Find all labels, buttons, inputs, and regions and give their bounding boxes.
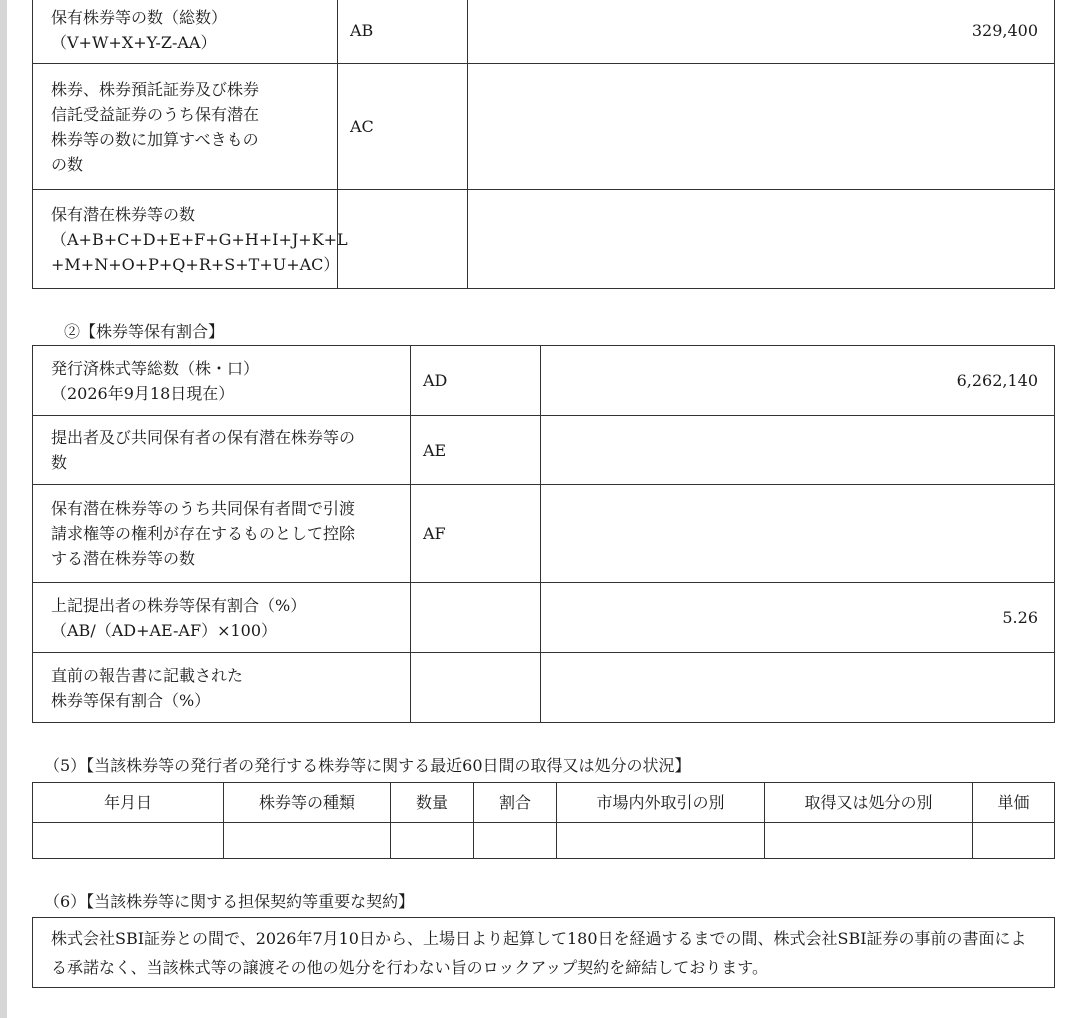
row-label: 保有株券等の数（総数） （V+W+X+Y-Z-AA） [33,0,338,64]
column-header: 市場内外取引の別 [557,783,765,823]
row-label: 発行済株式等総数（株・口） （2026年9月18日現在） [33,346,411,416]
row-value [541,416,1055,485]
contracts-heading: （6）【当該株券等に関する担保契約等重要な契約】 [44,892,415,911]
row-code [411,653,541,723]
table-row [33,346,1055,416]
table-cell [224,823,391,859]
table-row [33,416,1055,485]
table-cell [557,823,765,859]
table-cell [474,823,557,859]
row-label: 提出者及び共同保有者の保有潜在株券等の 数 [33,416,411,485]
table-row [33,64,1055,190]
column-header: 数量 [391,783,474,823]
row-label: 直前の報告書に記載された 株券等保有割合（%） [33,653,411,723]
table-row [33,190,1055,289]
table-cell [33,823,224,859]
table-row [33,485,1055,583]
row-value: 5.26 [541,583,1055,653]
contracts-table [32,917,1055,988]
table-row [33,583,1055,653]
table-row [33,918,1055,988]
contract-text: 株式会社SBI証券との間で、2026年7月10日から、上場日より起算して180日を経過するまでの間、株式会社SBI証券の事前の書面による承諾なく、当該株式等の譲渡その他の処分を行わない旨のロックアップ契約を締結しております。 [33,918,1055,988]
ratio-table [32,345,1055,723]
table-row [33,823,1055,859]
column-header: 年月日 [33,783,224,823]
row-value [468,190,1055,289]
row-label: 上記提出者の株券等保有割合（%） （AB/（AD+AE-AF）×100） [33,583,411,653]
table-header-row [33,783,1055,823]
row-value: 6,262,140 [541,346,1055,416]
ratio-heading: ②【株券等保有割合】 [64,322,225,341]
column-header: 割合 [474,783,557,823]
transactions-table [32,782,1055,859]
row-code: AE [411,416,541,485]
row-code: AB [338,0,468,64]
table-cell [765,823,973,859]
row-label: 保有潜在株券等のうち共同保有者間で引渡 請求権等の権利が存在するものとして控除 する潜在株券等の数 [33,485,411,583]
row-code: AD [411,346,541,416]
page-left-margin [0,0,7,1018]
row-value [468,64,1055,190]
row-code: AC [338,64,468,190]
row-label: 株券、株券預託証券及び株券 信託受益証券のうち保有潜在 株券等の数に加算すべきもの の数 [33,64,338,190]
table-cell [391,823,474,859]
row-value: 329,400 [468,0,1055,64]
column-header: 株券等の種類 [224,783,391,823]
row-value [541,653,1055,723]
column-header: 単価 [973,783,1055,823]
table-row [33,653,1055,723]
row-code [411,583,541,653]
row-label: 保有潜在株券等の数 （A+B+C+D+E+F+G+H+I+J+K+L +M+N+O+P+Q+R+S+T+U+AC） [33,190,338,289]
row-code: AF [411,485,541,583]
holdings-table [32,0,1055,289]
table-cell [973,823,1055,859]
row-code [338,190,468,289]
column-header: 取得又は処分の別 [765,783,973,823]
table-row [33,0,1055,64]
row-value [541,485,1055,583]
transactions-heading: （5）【当該株券等の発行者の発行する株券等に関する最近60日間の取得又は処分の状況】 [44,756,691,775]
